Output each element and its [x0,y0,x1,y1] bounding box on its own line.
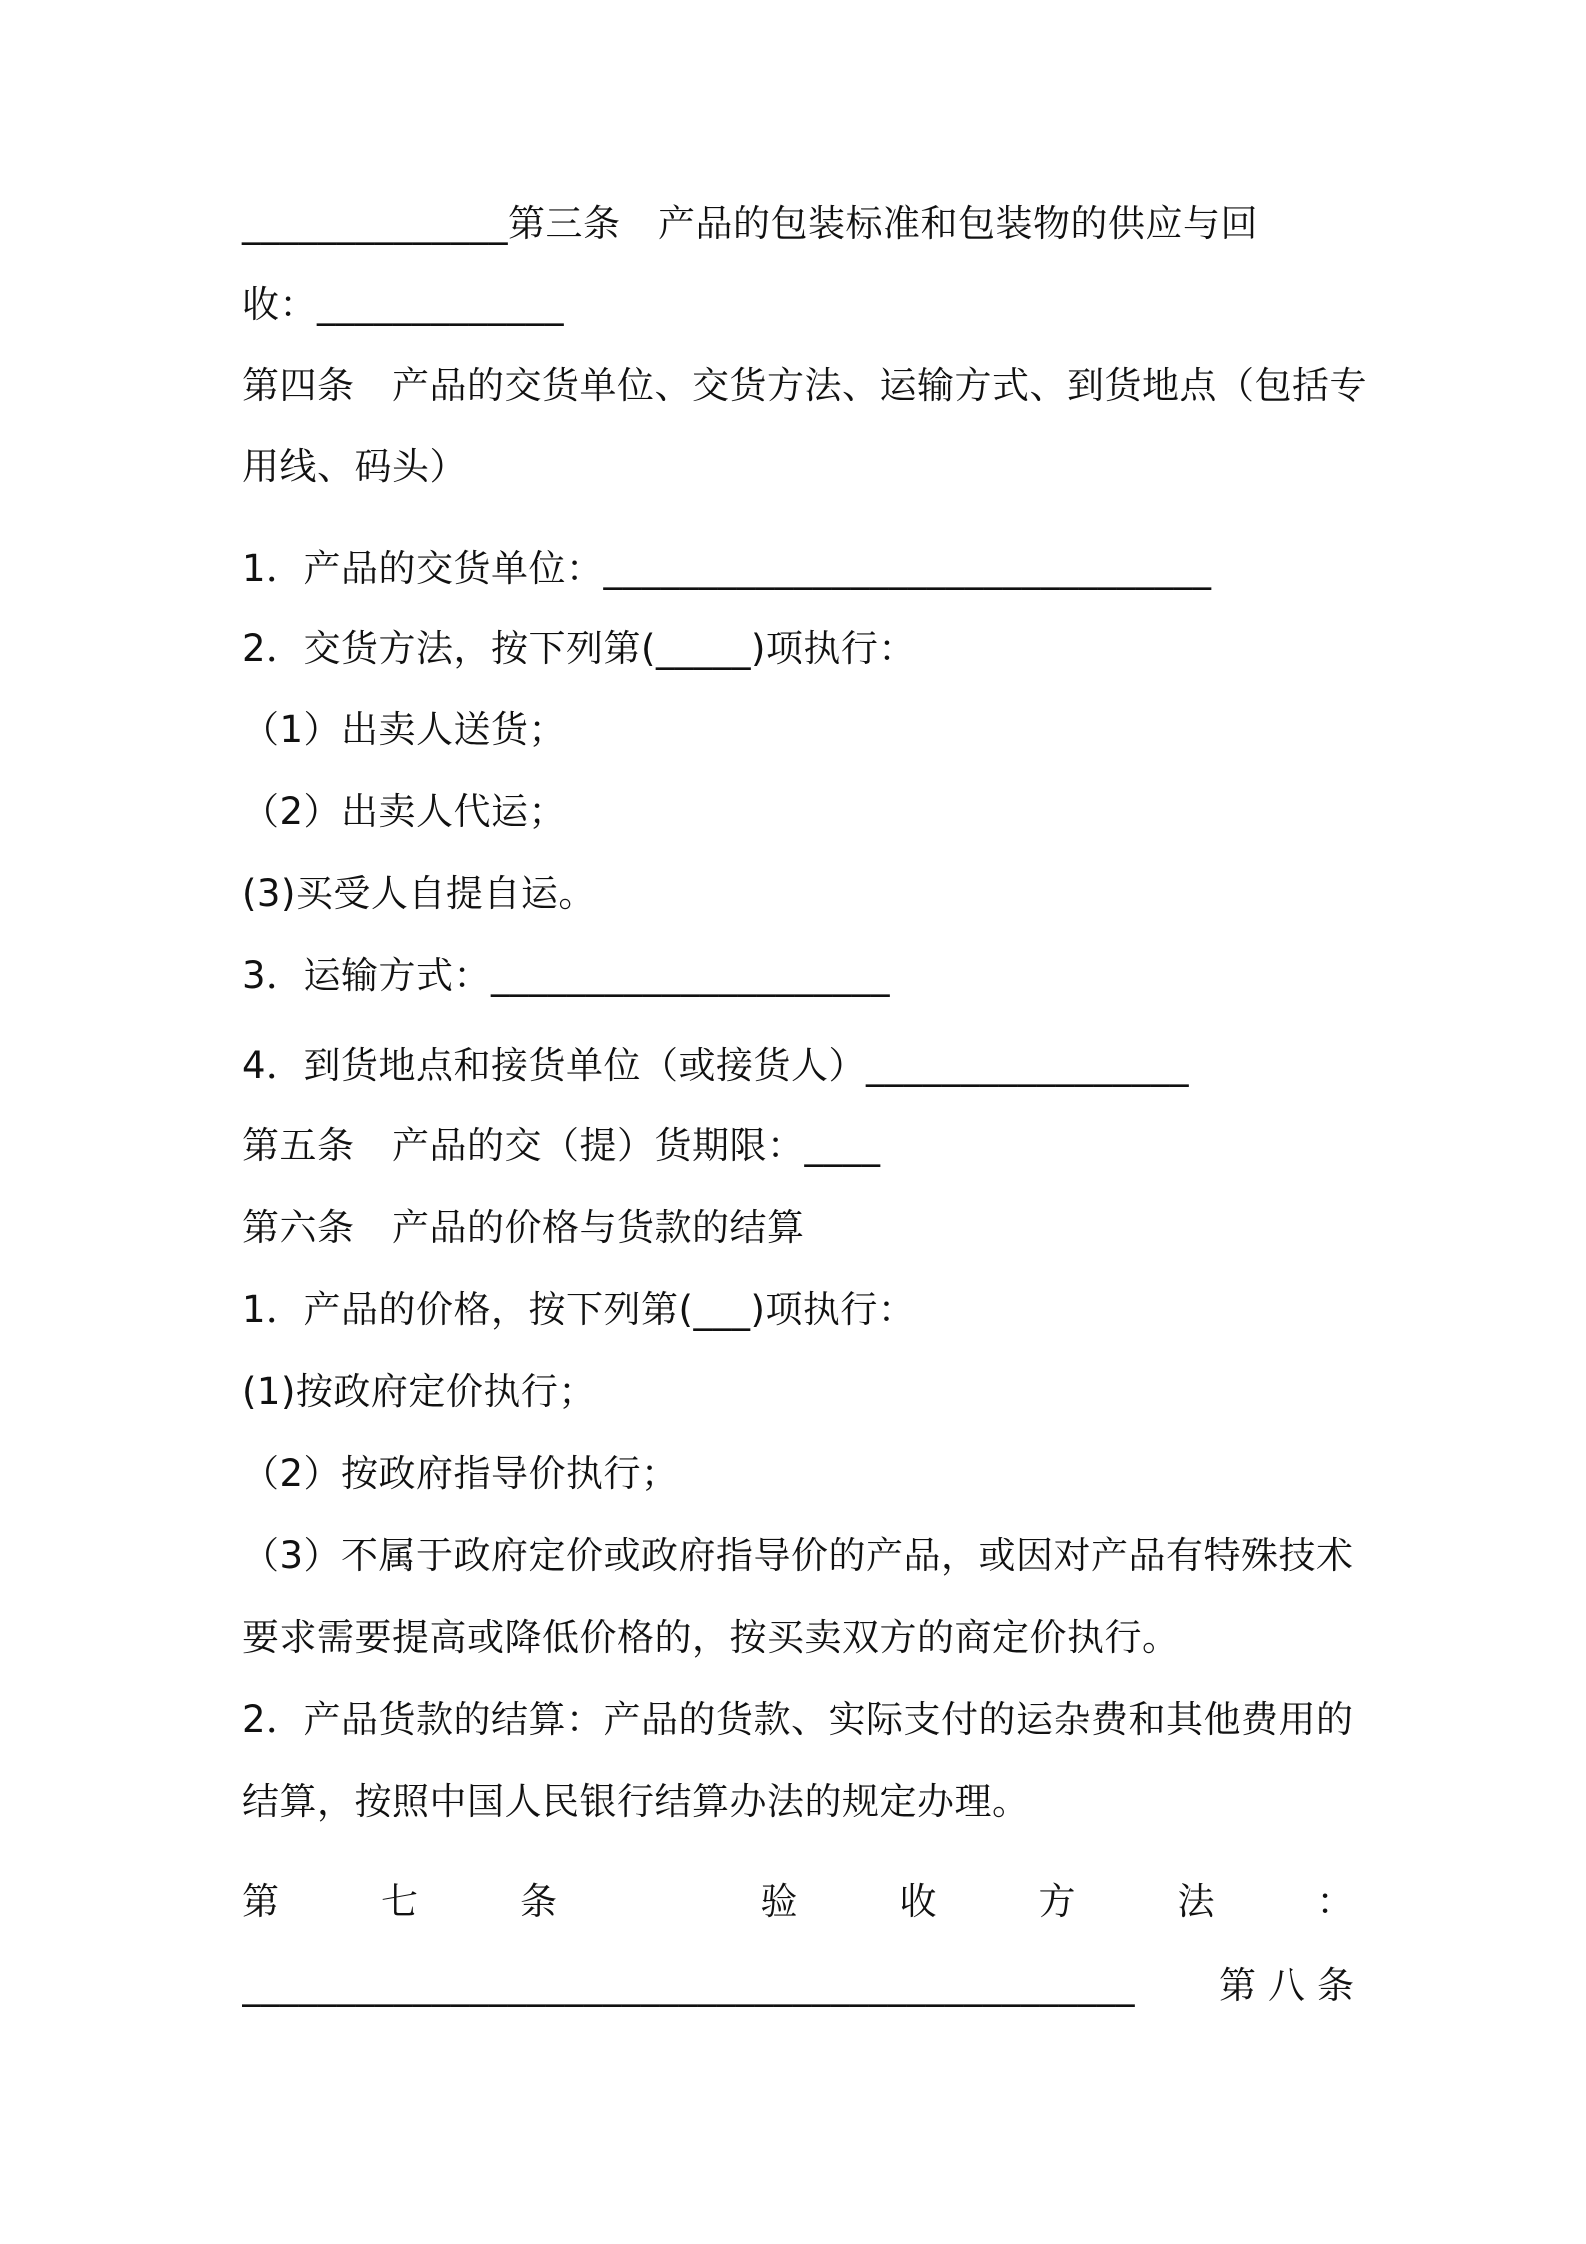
article-7-char: 法 [1177,1880,1215,1923]
text-line: (1)按政府定价执行； [242,1370,596,1413]
text-line: 结算，按照中国人民银行结算办法的规定办理。 [242,1780,1030,1823]
article-8-heading: 第八条 [1219,1964,1366,2007]
text-line: 1．产品的价格，按下列第(___)项执行： [242,1288,916,1331]
text-line: ______________第三条 产品的包装标准和包装物的供应与回 [242,202,1258,245]
text-line: 要求需要提高或降低价格的，按买卖双方的商定价执行。 [242,1616,1180,1659]
text-line: 4．到货地点和接货单位（或接货人）_________________ [242,1044,1190,1087]
article-7-blank: _______________________________________________ [242,1964,1135,2007]
text-line: （2）出卖人代运； [242,790,567,833]
text-line: 1．产品的交货单位：________________________________ [242,547,1212,590]
text-line: （2）按政府指导价执行； [242,1452,679,1495]
article-7-char: 方 [1038,1880,1076,1923]
text-line: (3)买受人自提自运。 [242,872,596,915]
article-7-char: 验 [760,1880,798,1923]
article-4-heading: 第四条 产品的交货单位、交货方法、运输方式、到货地点（包括专 [242,364,1367,407]
article-7-char: ： [1316,1880,1354,1923]
text-line: 收：_____________ [242,283,564,326]
text-line: 2．产品货款的结算：产品的货款、实际支付的运杂费和其他费用的 [242,1698,1354,1741]
article-7-char: 收 [899,1880,937,1923]
article-7-char: 第 [242,1880,280,1923]
article-7-heading [242,1876,1354,1928]
article-8-row [242,1960,1366,2012]
article-7-char: 条 [520,1880,558,1923]
text-line: （1）出卖人送货； [242,708,567,751]
article-7-char: 七 [381,1880,419,1923]
text-line: 2．交货方法，按下列第(_____)项执行： [242,627,916,670]
text-line: 用线、码头） [242,445,467,488]
text-line: （3）不属于政府定价或政府指导价的产品，或因对产品有特殊技术 [242,1534,1354,1577]
text-line: 3．运输方式：_____________________ [242,954,891,997]
article-5-heading: 第五条 产品的交（提）货期限：____ [242,1124,881,1167]
article-6-heading: 第六条 产品的价格与货款的结算 [242,1206,805,1249]
